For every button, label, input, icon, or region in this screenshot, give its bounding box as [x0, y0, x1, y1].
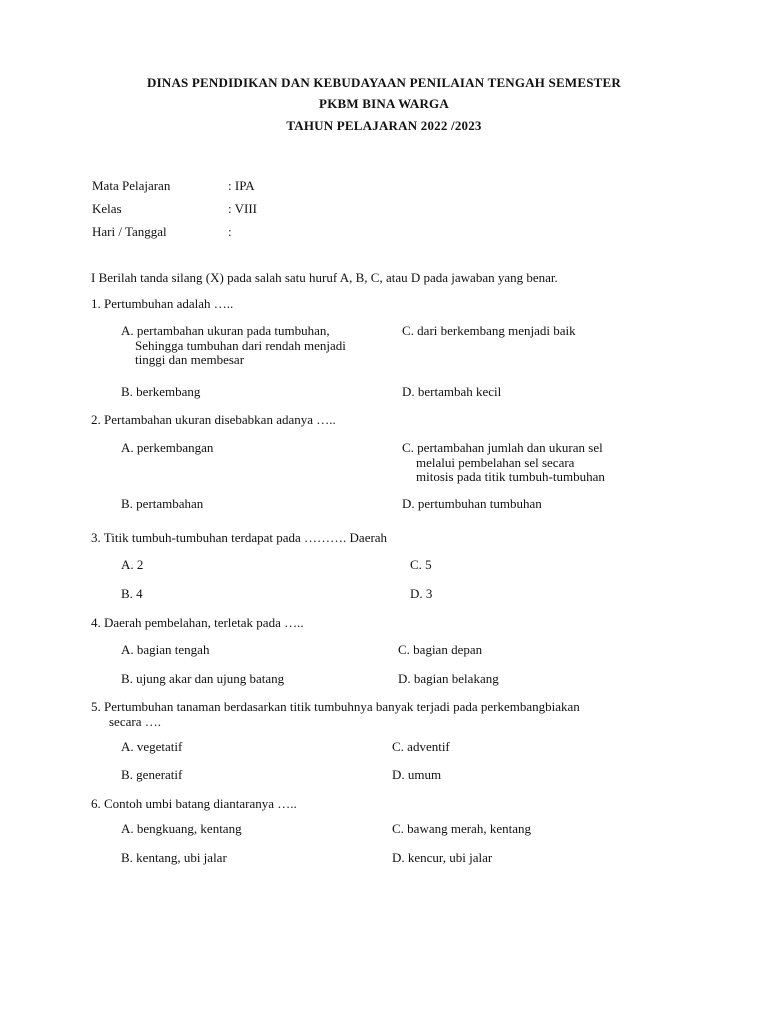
question-6-option-a	[121, 822, 242, 837]
question-4-option-b: B. ujung akar dan ujung batang	[121, 671, 285, 686]
question-line: 5. Pertumbuhan tanaman berdasarkan titik tumbuhnya banyak terjadi pada perkembangbiakan	[91, 699, 580, 714]
option-line: C. adventif	[392, 739, 450, 754]
question-5-text	[91, 700, 580, 729]
question-5-option-c	[392, 740, 450, 755]
question-5-option-a	[121, 740, 182, 755]
option-line: C. 5	[410, 557, 432, 572]
question-3-option-b: B. 4	[121, 586, 143, 601]
question-3-option-c	[410, 558, 432, 573]
meta-label-subject: Mata Pelajaran	[92, 178, 171, 193]
question-5-option-d: D. umum	[392, 767, 442, 782]
option-line: melalui pembelahan sel secara	[416, 454, 575, 470]
question-3-option-d: D. 3	[410, 586, 433, 601]
question-6-option-b: B. kentang, ubi jalar	[121, 850, 227, 865]
question-line: secara ….	[109, 713, 161, 729]
question-1-text: 1. Pertumbuhan adalah …..	[91, 296, 234, 311]
question-2-option-c	[402, 441, 605, 485]
option-line: A. pertambahan ukuran pada tumbuhan,	[121, 323, 330, 338]
option-line: C. dari berkembang menjadi baik	[402, 323, 576, 338]
question-1-option-a	[121, 324, 346, 368]
instruction: I Berilah tanda silang (X) pada salah satu huruf A, B, C, atau D pada jawaban yang benar.	[91, 270, 558, 285]
question-6-option-d: D. kencur, ubi jalar	[392, 850, 493, 865]
option-line: Sehingga tumbuhan dari rendah menjadi	[135, 337, 346, 353]
header-school: PKBM BINA WARGA	[319, 96, 449, 111]
question-4-option-d: D. bagian belakang	[398, 671, 499, 686]
option-line: C. bagian depan	[398, 642, 483, 657]
question-4-text: 4. Daerah pembelahan, terletak pada …..	[91, 615, 304, 630]
question-5-option-b: B. generatif	[121, 767, 183, 782]
question-2-text: 2. Pertambahan ukuran disebabkan adanya …..	[91, 412, 336, 427]
option-line: C. pertambahan jumlah dan ukuran sel	[402, 440, 603, 455]
question-3-option-a	[121, 558, 143, 573]
question-1-option-b: B. berkembang	[121, 384, 201, 399]
option-line: A. perkembangan	[121, 440, 214, 455]
option-line: A. vegetatif	[121, 739, 183, 754]
question-2-option-b: B. pertambahan	[121, 496, 204, 511]
option-line: A. bengkuang, kentang	[121, 821, 242, 836]
meta-value-class: : VIII	[228, 201, 258, 216]
question-1-option-d: D. bertambah kecil	[402, 384, 502, 399]
question-6-text: 6. Contoh umbi batang diantaranya …..	[91, 796, 297, 811]
option-line: tinggi dan membesar	[135, 352, 245, 367]
question-6-option-c	[392, 822, 531, 837]
question-3-text: 3. Titik tumbuh-tumbuhan terdapat pada ………. Daerah	[91, 530, 388, 545]
question-2-option-d: D. pertumbuhan tumbuhan	[402, 496, 542, 511]
question-2-option-a	[121, 441, 213, 456]
meta-label-date: Hari / Tanggal	[92, 224, 167, 239]
option-line: A. 2	[121, 557, 144, 572]
header-institution: DINAS PENDIDIKAN DAN KEBUDAYAAN PENILAIAN TENGAH SEMESTER	[147, 75, 621, 90]
meta-value-date: :	[228, 224, 232, 239]
meta-label-class: Kelas	[92, 201, 122, 216]
meta-value-subject: : IPA	[228, 178, 255, 193]
option-line: A. bagian tengah	[121, 642, 210, 657]
question-4-option-a	[121, 643, 209, 658]
question-4-option-c	[398, 643, 482, 658]
question-1-option-c	[402, 324, 576, 339]
option-line: C. bawang merah, kentang	[392, 821, 531, 836]
header-year: TAHUN PELAJARAN 2022 /2023	[286, 118, 482, 133]
option-line: mitosis pada titik tumbuh-tumbuhan	[416, 469, 605, 484]
